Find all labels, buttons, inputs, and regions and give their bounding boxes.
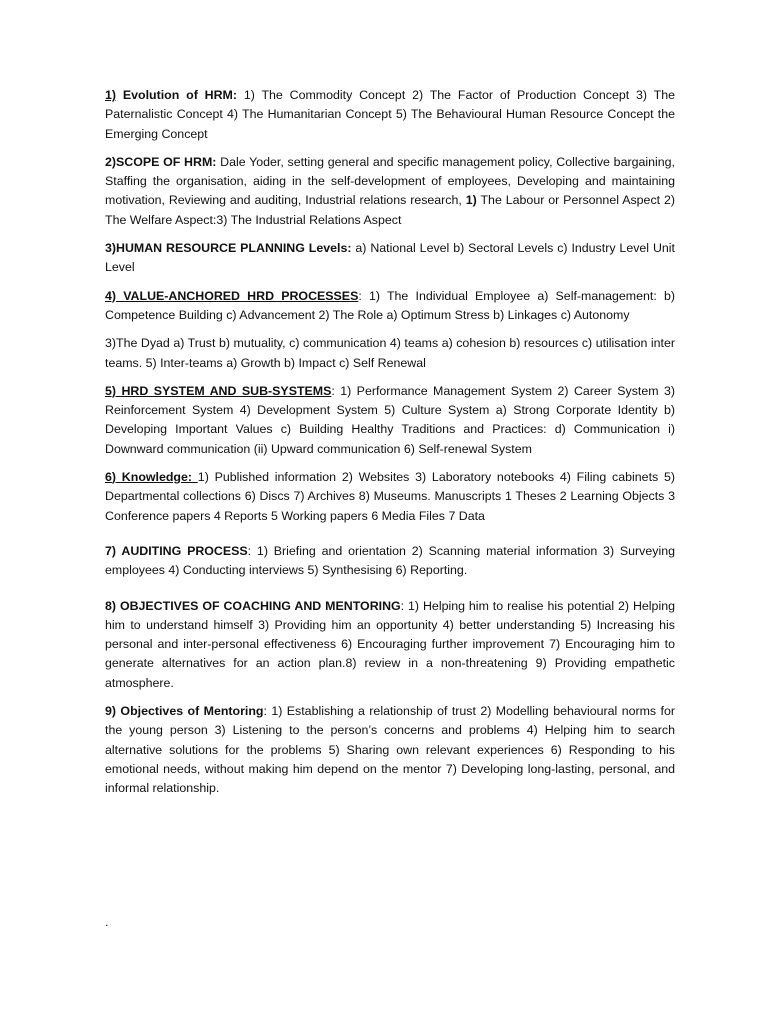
- document-body: [105, 86, 675, 808]
- section-evolution-of-hrm: [105, 86, 675, 144]
- section-text: : 1) Establishing a relationship of trust 2) Modelling behavioural norms for the young person 3) Listening to the person’s concerns and problems 4) Helping him to search alternative solutions for the problems 5) Sharing own relevant experiences 6) Responding to his emotional needs, without making him depend on the mentor 7) Developing long-lasting, personal, and informal relationship.: [105, 704, 675, 796]
- section-heading: Evolution of HRM:: [116, 88, 237, 102]
- section-text: : 1) Briefing and orientation 2) Scanning material information 3) Surveying employees 4) Conducting interviews 5) Synthesising 6) Reporting.: [105, 543, 675, 578]
- section-text: : 1) Performance Management System 2) Career System 3) Reinforcement System 4) Development System 5) Culture System a) Strong Corporate Identity b) Developing Important Values c) Building Healthy Traditions and Practices: d) Communication i) Downward communication (ii) Upward communication 6) Self-renewal System: [105, 383, 675, 456]
- section-heading: 9) Objectives of Mentoring: [105, 704, 264, 719]
- section-text: a) National Level b) Sectoral Levels c) Industry Level Unit Level: [105, 241, 675, 275]
- section-coaching-mentoring: [105, 597, 675, 693]
- section-heading: 3)HUMAN RESOURCE PLANNING Levels:: [105, 241, 352, 256]
- trailing-period: .: [105, 915, 109, 929]
- section-heading: 8) OBJECTIVES OF COACHING AND MENTORING: [105, 598, 401, 613]
- section-heading: 2)SCOPE OF HRM:: [105, 154, 217, 169]
- section-text: Dale Yoder, setting general and specific management policy, Collective bargaining, Staffing the organisation, aiding in the self-development of employees, Developing and maintaining motivation, Reviewing and auditing, Industrial relations research,: [105, 154, 675, 208]
- section-text: The Labour or Personnel Aspect 2) The Welfare Aspect:3) The Industrial Relations Aspect: [105, 193, 676, 227]
- section-knowledge: [105, 468, 675, 526]
- section-value-anchored-hrd: [105, 287, 675, 326]
- section-text: 3)The Dyad a) Trust b) mutuality, c) communication 4) teams a) cohesion b) resources c) utilisation inter teams. 5) Inter-teams a) Growth b) Impact c) Self Renewal: [105, 336, 675, 370]
- section-dyad-teams: [105, 334, 675, 373]
- section-text: : 1) Helping him to realise his potential 2) Helping him to understand himself 3) Providing him an opportunity 4) better understanding 5) Increasing his personal and inter-personal effectiveness 6) Encouraging further improvement 7) Encouraging him to generate alternatives for an action plan.8) review in a non-threatening 9) Providing empathetic atmosphere.: [105, 598, 675, 690]
- section-scope-of-hrm: [105, 153, 675, 230]
- section-number: 6: [105, 470, 112, 485]
- section-heading: 7) AUDITING PROCESS: [105, 543, 248, 558]
- section-text: 1) Published information 2) Websites 3) Laboratory notebooks 4) Filing cabinets 5) Departmental collections 6) Discs 7) Archives 8) Museums. Manuscripts 1 Theses 2 Learning Objects 3 Conference papers 4 Reports 5 Working papers 6 Media Files 7 Data: [105, 470, 675, 523]
- section-text: : 1) The Individual Employee a) Self-management: b) Competence Building c) Advancement 2) The Role a) Optimum Stress b) Linkages c) Autonomy: [105, 288, 675, 322]
- section-heading: ) Knowledge:: [111, 470, 198, 485]
- section-hr-planning-levels: [105, 239, 675, 278]
- section-text: 1) The Commodity Concept 2) The Factor of Production Concept 3) The Paternalistic Concept 4) The Humanitarian Concept 5) The Behavioural Human Resource Concept the Emerging Concept: [105, 88, 675, 141]
- inline-number: 1): [465, 193, 477, 208]
- section-objectives-of-mentoring: [105, 702, 675, 798]
- section-auditing-process: [105, 542, 675, 581]
- section-heading: 5) HRD SYSTEM AND SUB-SYSTEMS: [105, 383, 332, 398]
- section-heading: 4) VALUE-ANCHORED HRD PROCESSES: [105, 288, 359, 303]
- section-number: 1): [105, 88, 117, 102]
- section-hrd-system: [105, 382, 675, 459]
